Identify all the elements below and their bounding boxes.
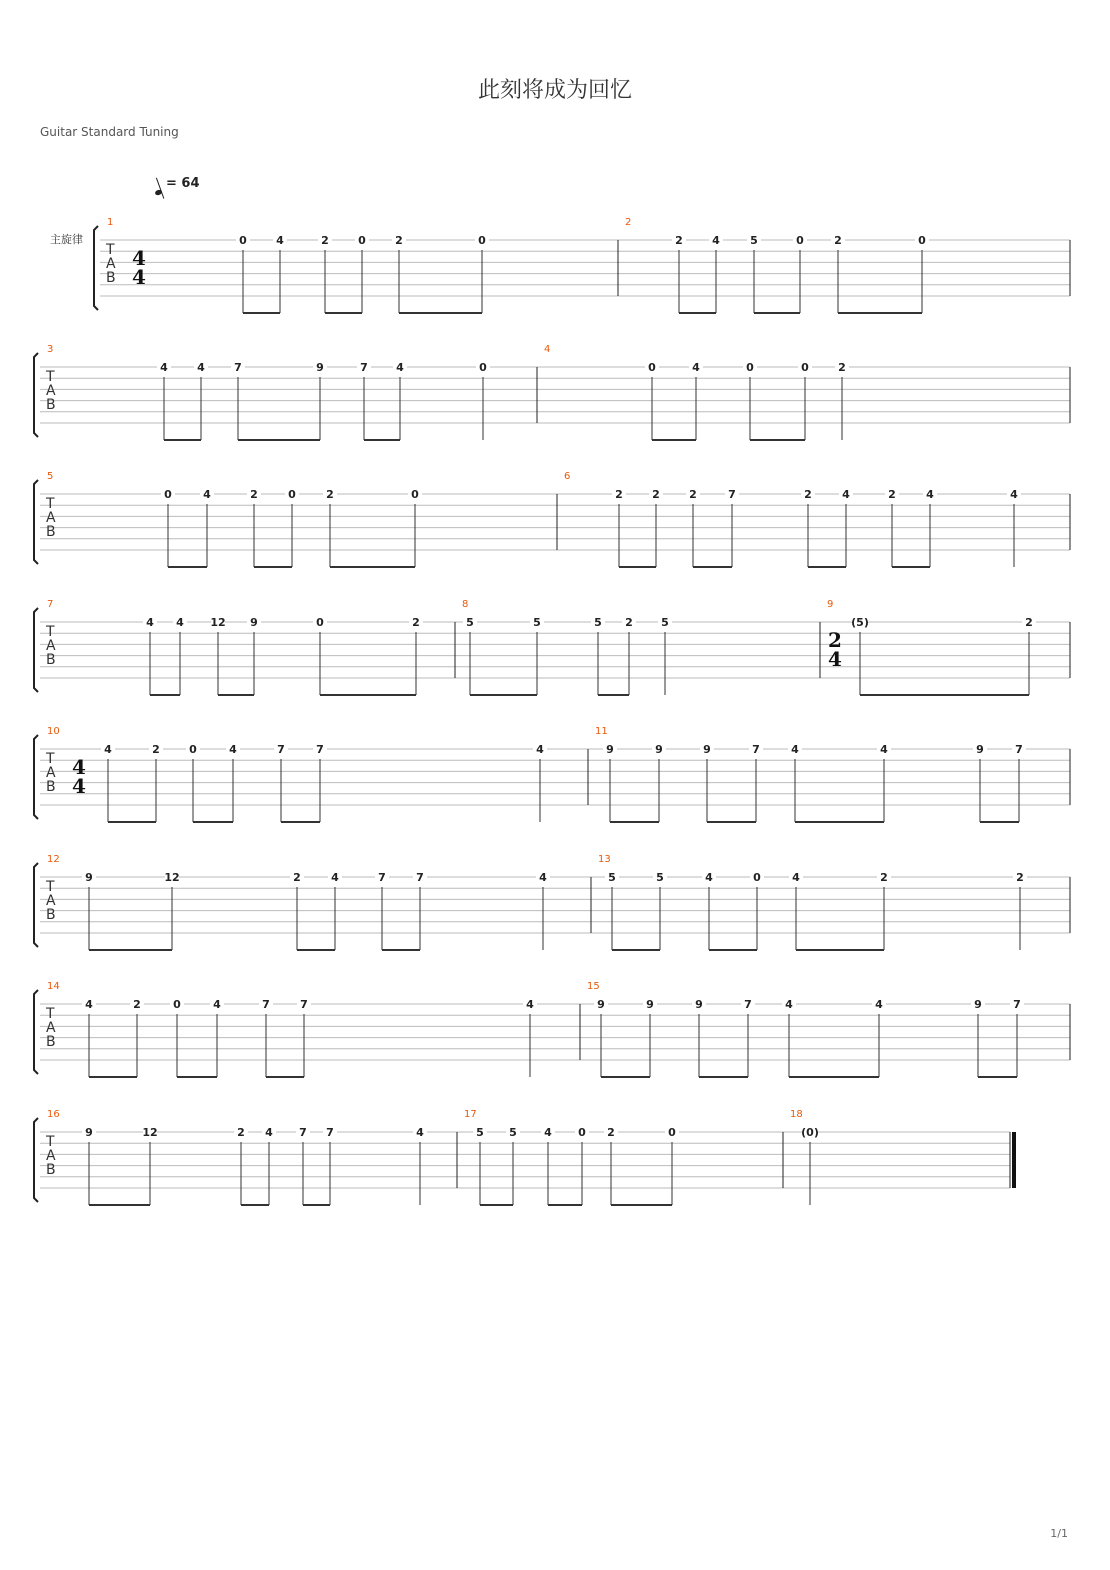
fret-number: 7	[728, 488, 736, 501]
measure-number: 11	[595, 726, 608, 737]
measure-number: 17	[464, 1109, 477, 1120]
tab-clef-letter: T	[46, 369, 55, 385]
time-signature-top: 2	[828, 628, 842, 652]
fret-number: 7	[262, 998, 270, 1011]
tab-clef-letter: B	[46, 397, 56, 413]
fret-number: 0	[316, 616, 324, 629]
fret-number: 2	[675, 234, 683, 247]
fret-number: 4	[792, 871, 800, 884]
fret-number: 4	[331, 871, 339, 884]
fret-number: 7	[744, 998, 752, 1011]
fret-number: 2	[133, 998, 141, 1011]
fret-number: 9	[695, 998, 703, 1011]
fret-number: 0	[189, 743, 197, 756]
fret-number: 2	[326, 488, 334, 501]
fret-number: 4	[146, 616, 154, 629]
tab-clef-letter: B	[46, 907, 56, 923]
fret-number: 5	[656, 871, 664, 884]
fret-number: 4	[104, 743, 112, 756]
measure-number: 16	[47, 1109, 60, 1120]
fret-number: 0	[801, 361, 809, 374]
tab-clef-letter: T	[46, 879, 55, 895]
fret-number: 0	[411, 488, 419, 501]
tab-clef-letter: T	[46, 1006, 55, 1022]
measure-number: 6	[564, 471, 571, 482]
fret-number: 5	[594, 616, 602, 629]
tab-clef-letter: T	[106, 242, 115, 258]
tab-clef-letter: A	[46, 1020, 56, 1036]
fret-number: 0	[796, 234, 804, 247]
measure-number: 7	[47, 599, 54, 610]
track-name: 主旋律	[50, 233, 83, 246]
fret-number: 4	[536, 743, 544, 756]
fret-number: 9	[976, 743, 984, 756]
fret-number: 5	[608, 871, 616, 884]
page-number: 1/1	[1050, 1527, 1068, 1540]
fret-number: 2	[652, 488, 660, 501]
time-signature-top: 4	[72, 755, 86, 779]
system-bracket	[34, 480, 38, 564]
system-7	[34, 981, 1070, 1077]
fret-number: 0	[358, 234, 366, 247]
fret-number: 9	[974, 998, 982, 1011]
fret-number: 2	[615, 488, 623, 501]
fret-number: 2	[625, 616, 633, 629]
fret-number: 5	[509, 1126, 517, 1139]
fret-number: 5	[466, 616, 474, 629]
fret-number: 0	[578, 1126, 586, 1139]
fret-number: 0	[478, 234, 486, 247]
measure-number: 14	[47, 981, 60, 992]
measure-number: 13	[598, 854, 611, 865]
measure-number: 2	[625, 217, 632, 228]
measure-number: 1	[107, 217, 114, 228]
fret-number: 0	[918, 234, 926, 247]
fret-number: 9	[597, 998, 605, 1011]
fret-number: 2	[250, 488, 258, 501]
fret-number: 7	[234, 361, 242, 374]
fret-number: 2	[880, 871, 888, 884]
fret-number: 4	[396, 361, 404, 374]
tab-clef-letter: B	[106, 270, 116, 286]
system-bracket	[94, 226, 98, 310]
fret-number: 4	[197, 361, 205, 374]
fret-number: 2	[152, 743, 160, 756]
fret-number: 7	[1015, 743, 1023, 756]
measure-number: 8	[462, 599, 469, 610]
measure-number: 3	[47, 344, 54, 355]
system-bracket	[34, 735, 38, 819]
fret-number: 0	[668, 1126, 676, 1139]
fret-number: 4	[160, 361, 168, 374]
tab-clef-letter: A	[46, 510, 56, 526]
time-signature-bottom: 4	[132, 265, 146, 289]
tab-clef-letter: A	[106, 256, 116, 272]
fret-number: 0	[648, 361, 656, 374]
measure-number: 4	[544, 344, 551, 355]
fret-number: 0	[173, 998, 181, 1011]
system-8	[34, 1109, 1014, 1205]
fret-number: (5)	[851, 616, 869, 629]
time-signature-bottom: 4	[828, 647, 842, 671]
fret-number: 4	[705, 871, 713, 884]
measure-number: 5	[47, 471, 54, 482]
fret-number: 4	[213, 998, 221, 1011]
fret-number: 4	[1010, 488, 1018, 501]
fret-number: 0	[479, 361, 487, 374]
fret-number: 4	[544, 1126, 552, 1139]
fret-number: 2	[293, 871, 301, 884]
fret-number: 4	[526, 998, 534, 1011]
fret-number: 4	[785, 998, 793, 1011]
fret-number: 12	[164, 871, 180, 884]
tab-clef-letter: T	[46, 751, 55, 767]
fret-number: 0	[239, 234, 247, 247]
fret-number: 4	[416, 1126, 424, 1139]
tab-clef-letter: B	[46, 1162, 56, 1178]
fret-number: 4	[229, 743, 237, 756]
fret-number: 5	[661, 616, 669, 629]
fret-number: 12	[210, 616, 226, 629]
fret-number: 4	[875, 998, 883, 1011]
measure-number: 18	[790, 1109, 803, 1120]
system-bracket	[34, 353, 38, 437]
fret-number: 5	[476, 1126, 484, 1139]
tab-clef-letter: B	[46, 524, 56, 540]
fret-number: 2	[888, 488, 896, 501]
system-1	[94, 217, 1070, 313]
fret-number: 2	[689, 488, 697, 501]
fret-number: (0)	[801, 1126, 819, 1139]
fret-number: 0	[753, 871, 761, 884]
system-bracket	[34, 608, 38, 692]
fret-number: 12	[142, 1126, 158, 1139]
fret-number: 4	[85, 998, 93, 1011]
fret-number: 4	[880, 743, 888, 756]
fret-number: 4	[842, 488, 850, 501]
fret-number: 4	[265, 1126, 273, 1139]
fret-number: 4	[791, 743, 799, 756]
tempo-value: = 64	[166, 176, 200, 191]
fret-number: 0	[164, 488, 172, 501]
fret-number: 4	[926, 488, 934, 501]
fret-number: 2	[1016, 871, 1024, 884]
system-6	[34, 854, 1070, 950]
fret-number: 0	[288, 488, 296, 501]
fret-number: 4	[539, 871, 547, 884]
tab-clef-letter: A	[46, 1148, 56, 1164]
tab-clef-letter: B	[46, 1034, 56, 1050]
fret-number: 2	[838, 361, 846, 374]
fret-number: 7	[1013, 998, 1021, 1011]
fret-number: 7	[360, 361, 368, 374]
fret-number: 2	[395, 234, 403, 247]
tuning-label: Guitar Standard Tuning	[40, 125, 179, 139]
fret-number: 7	[326, 1126, 334, 1139]
tab-clef-letter: A	[46, 765, 56, 781]
fret-number: 9	[703, 743, 711, 756]
tab-clef-letter: A	[46, 638, 56, 654]
measure-number: 15	[587, 981, 600, 992]
system-5	[34, 726, 1070, 822]
score-title: 此刻将成为回忆	[477, 78, 632, 103]
system-3	[34, 471, 1070, 567]
tab-clef-letter: T	[46, 1134, 55, 1150]
tab-clef-letter: A	[46, 383, 56, 399]
system-4	[34, 599, 1070, 695]
fret-number: 2	[237, 1126, 245, 1139]
fret-number: 2	[412, 616, 420, 629]
fret-number: 9	[250, 616, 258, 629]
fret-number: 4	[692, 361, 700, 374]
fret-number: 5	[750, 234, 758, 247]
fret-number: 9	[85, 871, 93, 884]
fret-number: 9	[85, 1126, 93, 1139]
tab-clef-letter: T	[46, 496, 55, 512]
fret-number: 7	[378, 871, 386, 884]
measure-number: 10	[47, 726, 60, 737]
time-signature-bottom: 4	[72, 774, 86, 798]
fret-number: 4	[712, 234, 720, 247]
fret-number: 4	[276, 234, 284, 247]
fret-number: 7	[316, 743, 324, 756]
fret-number: 7	[416, 871, 424, 884]
system-bracket	[34, 990, 38, 1074]
tab-clef-letter: T	[46, 624, 55, 640]
fret-number: 9	[655, 743, 663, 756]
measure-number: 12	[47, 854, 60, 865]
fret-number: 4	[176, 616, 184, 629]
time-signature-top: 4	[132, 246, 146, 270]
system-2	[34, 344, 1070, 440]
fret-number: 4	[203, 488, 211, 501]
fret-number: 9	[316, 361, 324, 374]
fret-number: 2	[834, 234, 842, 247]
tab-clef-letter: B	[46, 652, 56, 668]
fret-number: 9	[646, 998, 654, 1011]
fret-number: 7	[300, 998, 308, 1011]
fret-number: 2	[607, 1126, 615, 1139]
system-bracket	[34, 863, 38, 947]
tab-clef-letter: A	[46, 893, 56, 909]
fret-number: 2	[1025, 616, 1033, 629]
measure-number: 9	[827, 599, 834, 610]
fret-number: 7	[277, 743, 285, 756]
tab-clef-letter: B	[46, 779, 56, 795]
fret-number: 7	[752, 743, 760, 756]
fret-number: 7	[299, 1126, 307, 1139]
fret-number: 2	[804, 488, 812, 501]
fret-number: 2	[321, 234, 329, 247]
fret-number: 5	[533, 616, 541, 629]
system-bracket	[34, 1118, 38, 1202]
fret-number: 0	[746, 361, 754, 374]
fret-number: 9	[606, 743, 614, 756]
